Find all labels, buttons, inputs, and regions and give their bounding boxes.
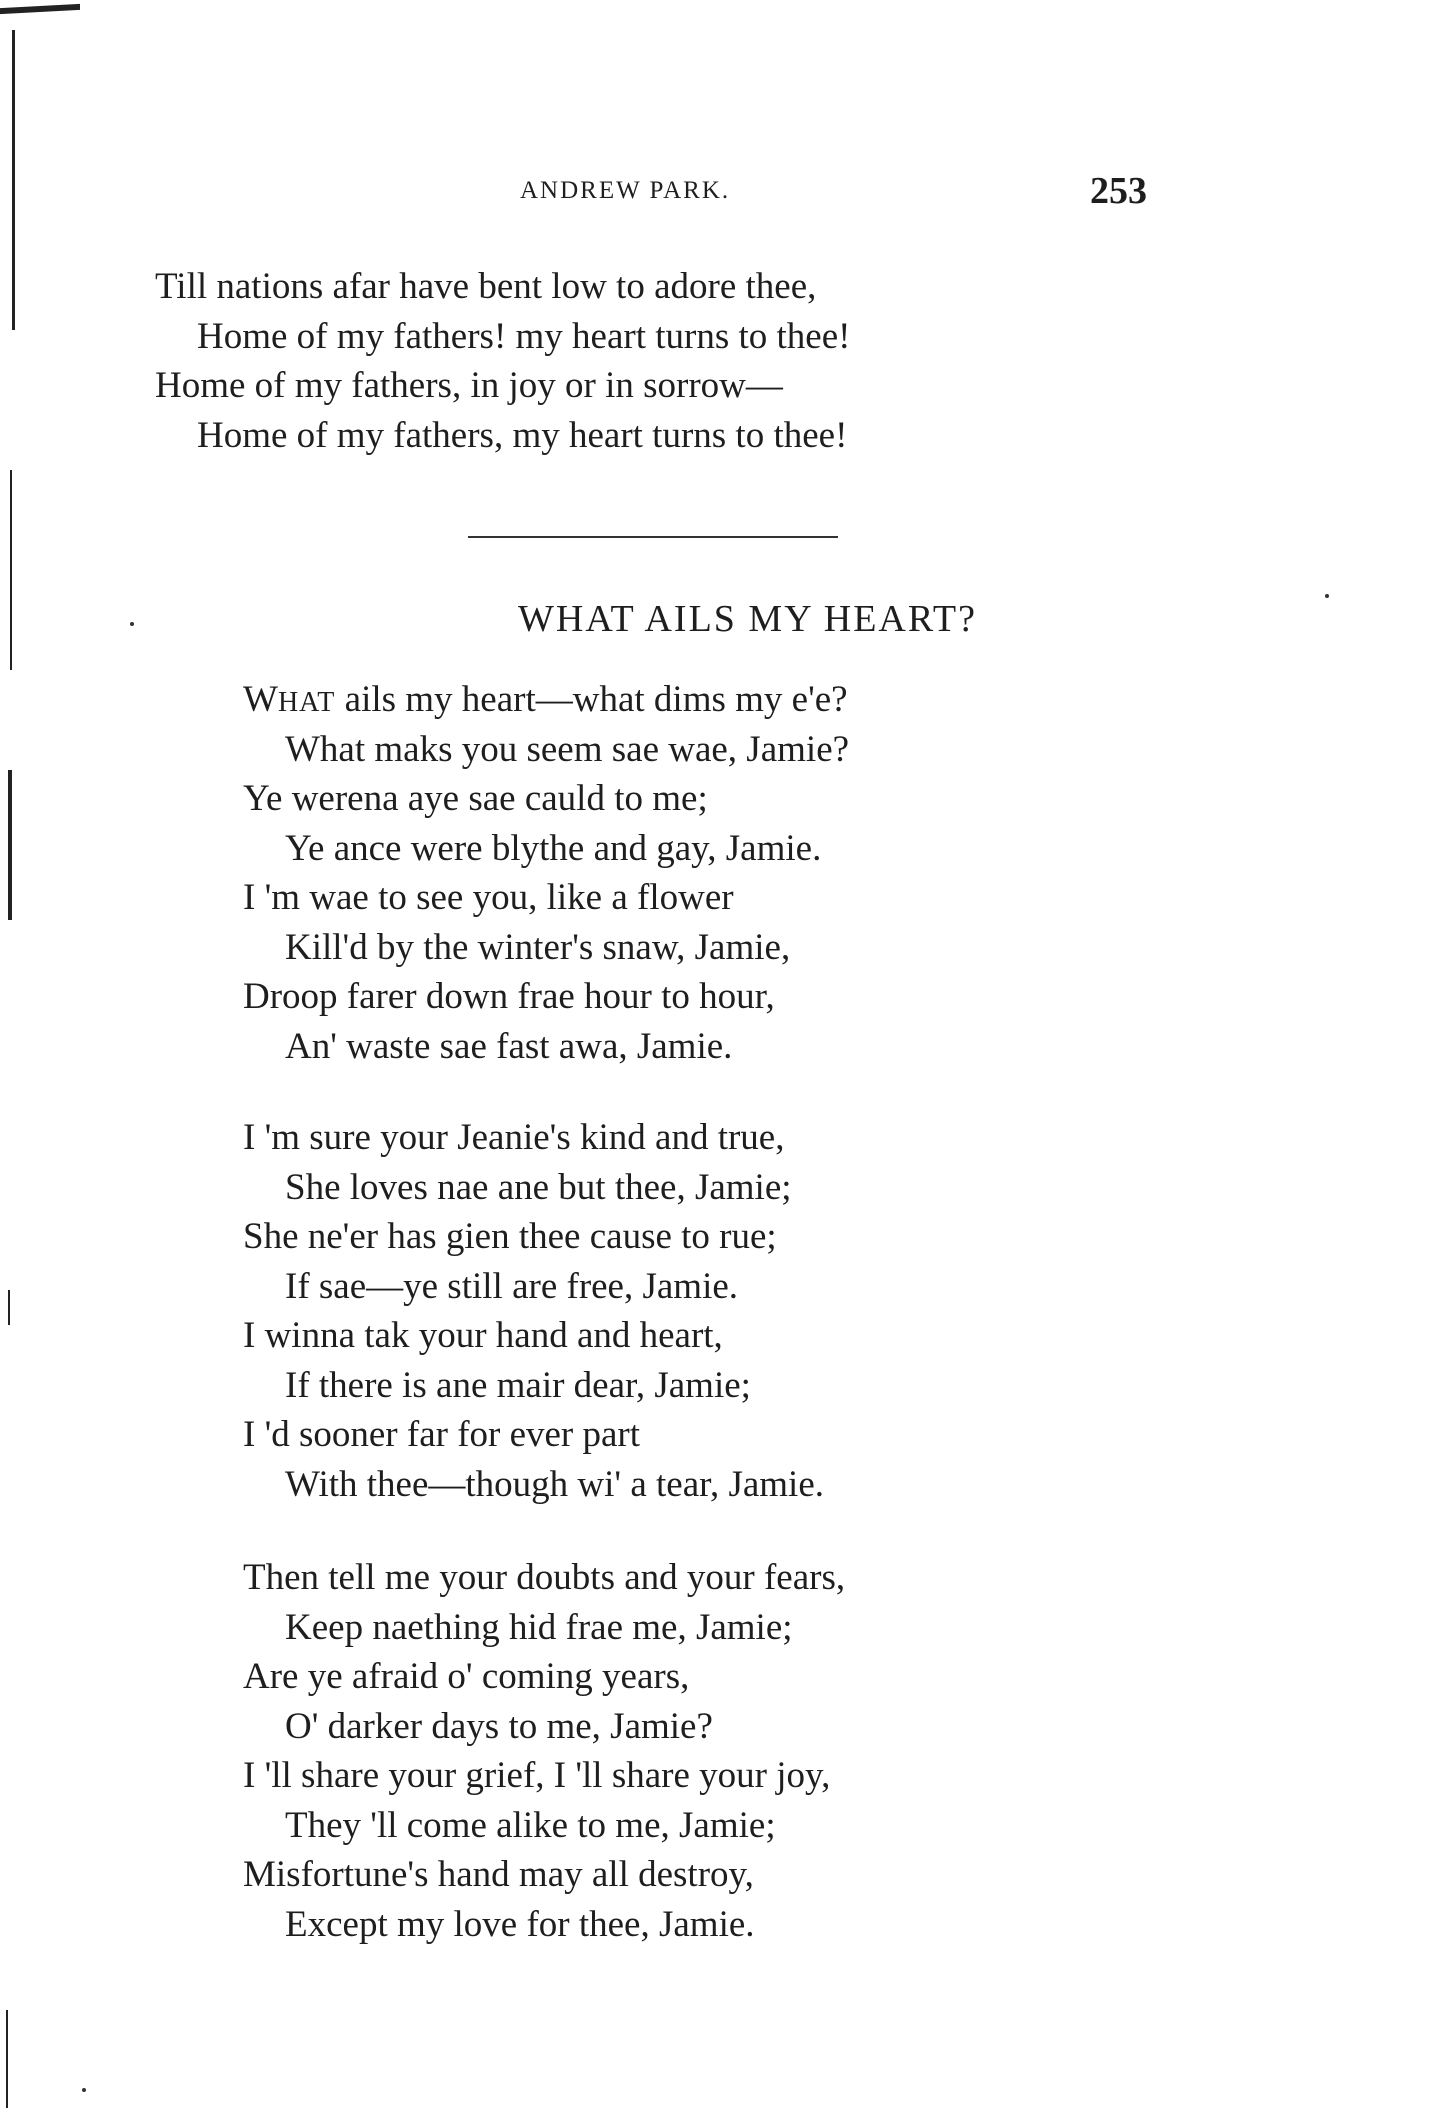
verse-line: Misfortune's hand may all destroy, — [243, 1854, 754, 1895]
verse-line: I 'm wae to see you, like a flower — [243, 877, 734, 918]
verse-line: I 'd sooner far for ever part — [243, 1414, 641, 1455]
scan-edge-mark — [6, 2010, 8, 2108]
scan-edge-mark — [8, 1290, 10, 1325]
verse-line: I winna tak your hand and heart, — [243, 1315, 723, 1356]
verse-line: Ye ance were blythe and gay, Jamie. — [285, 827, 822, 869]
verse-line-first — [243, 675, 849, 725]
stanza-3 — [243, 1553, 845, 1949]
verse-line-rest: ails my heart—what dims my e'e? — [335, 679, 848, 720]
verse-line: Keep naething hid frae me, Jamie; — [285, 1606, 793, 1648]
scan-edge-mark — [8, 770, 12, 920]
verse-line: Ye werena aye sae cauld to me; — [243, 778, 708, 819]
running-head: ANDREW PARK. — [520, 177, 731, 204]
verse-line: If sae—ye still are free, Jamie. — [285, 1265, 739, 1307]
stanza-previous-poem-end — [155, 262, 850, 460]
first-word-lead: W — [243, 679, 278, 720]
first-word-rest: HAT — [277, 687, 336, 718]
verse-line: What maks you seem sae wae, Jamie? — [285, 728, 850, 770]
page-number: 253 — [1090, 170, 1147, 212]
verse-line: She ne'er has gien thee cause to rue; — [243, 1216, 777, 1257]
page-header — [0, 165, 1445, 225]
scan-speck — [82, 2088, 86, 2092]
section-divider — [468, 536, 838, 538]
verse-line: Kill'd by the winter's snaw, Jamie, — [285, 926, 791, 968]
verse-line: Then tell me your doubts and your fears, — [243, 1557, 846, 1598]
verse-line: Home of my fathers! my heart turns to thee! — [197, 315, 851, 357]
verse-line: An' waste sae fast awa, Jamie. — [285, 1025, 733, 1067]
poem-title: WHAT AILS MY HEART? — [518, 598, 977, 640]
verse-line: Are ye afraid o' coming years, — [243, 1656, 690, 1697]
verse-line: Home of my fathers, in joy or in sorrow— — [155, 365, 783, 406]
verse-line: Droop farer down frae hour to hour, — [243, 976, 775, 1017]
verse-line: Except my love for thee, Jamie. — [285, 1903, 755, 1945]
stanza-1 — [243, 675, 849, 1071]
verse-line: They 'll come alike to me, Jamie; — [285, 1804, 776, 1846]
verse-line: She loves nae ane but thee, Jamie; — [285, 1166, 792, 1208]
verse-line: Home of my fathers, my heart turns to thee! — [197, 414, 848, 456]
verse-line: I 'll share your grief, I 'll share your joy, — [243, 1755, 831, 1796]
verse-line: With thee—though wi' a tear, Jamie. — [285, 1463, 825, 1505]
scan-edge-mark — [0, 4, 80, 14]
verse-line: O' darker days to me, Jamie? — [285, 1705, 713, 1747]
verse-line: Till nations afar have bent low to adore thee, — [155, 266, 817, 307]
stanza-2 — [243, 1113, 824, 1509]
verse-line: If there is ane mair dear, Jamie; — [285, 1364, 751, 1406]
verse-line: I 'm sure your Jeanie's kind and true, — [243, 1117, 785, 1158]
